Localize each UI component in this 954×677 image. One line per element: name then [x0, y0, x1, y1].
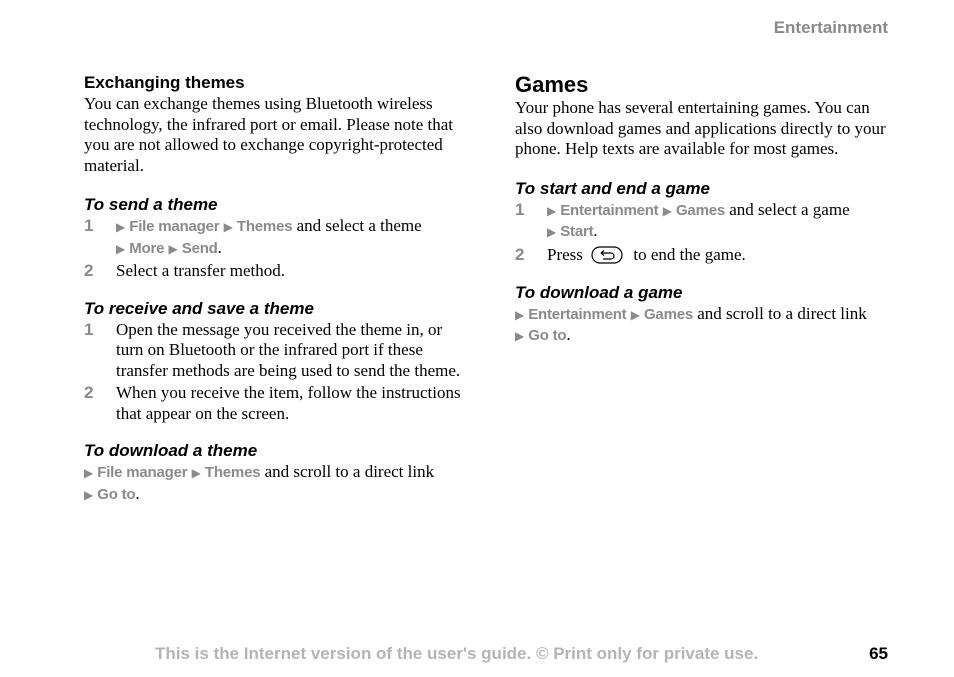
arrow-icon: ▶: [662, 203, 672, 218]
exchanging-themes-body: You can exchange themes using Bluetooth wireless technology, the infrared port or email. Please note that you are not allowed to exchange copyright-protected material.: [84, 94, 453, 175]
arrow-icon: ▶: [116, 241, 126, 256]
step-number: 2: [84, 383, 94, 402]
arrow-icon: ▶: [191, 466, 201, 480]
step-text: When you receive the item, follow the instructions that appear on the screen.: [116, 383, 461, 423]
menu-themes: Themes: [204, 464, 261, 481]
menu-entertainment: Entertainment: [560, 201, 659, 219]
step-number: 1: [84, 216, 94, 235]
receive-step-2: [84, 383, 464, 424]
games-body: Your phone has several entertaining games. You can also download games and applications directly to your phone. Help texts are available for most games.: [515, 98, 886, 158]
step-instruction: and select a theme: [296, 216, 422, 235]
instruction-text: and scroll to a direct link: [264, 462, 435, 481]
period: .: [566, 325, 571, 345]
step-text: Open the message you received the theme in, or turn on Bluetooth or the infrared port if these transfer methods are being used to send the theme.: [116, 319, 461, 380]
exchanging-themes-heading: Exchanging themes: [84, 73, 245, 92]
receive-step-1: [84, 320, 464, 382]
step-instruction: and select a game: [729, 199, 850, 219]
page-header-title: Entertainment: [773, 18, 888, 37]
download-theme-heading: To download a theme: [84, 441, 258, 460]
step-number: 2: [84, 261, 94, 280]
back-key-icon: [591, 246, 623, 264]
arrow-icon: ▶: [547, 225, 557, 239]
menu-themes: Themes: [236, 218, 293, 235]
arrow-icon: ▶: [116, 220, 126, 234]
send-step-2: [84, 261, 464, 282]
menu-more: More: [129, 239, 165, 257]
download-game-instructions: [515, 304, 895, 347]
step-number: 1: [84, 319, 94, 339]
arrow-icon: ▶: [515, 329, 525, 344]
arrow-icon: ▶: [84, 487, 94, 502]
step-number: 1: [515, 199, 525, 219]
arrow-icon: ▶: [630, 307, 640, 322]
step-text: [547, 200, 895, 243]
step-number: 2: [515, 244, 525, 264]
menu-go-to: Go to: [97, 485, 136, 503]
menu-entertainment: Entertainment: [528, 305, 627, 323]
menu-file-manager: File manager: [129, 218, 220, 235]
period: .: [593, 221, 598, 240]
startend-step-2: [515, 245, 895, 266]
period: .: [217, 237, 222, 257]
period: .: [135, 483, 140, 503]
menu-games: Games: [675, 201, 726, 219]
arrow-icon: ▶: [84, 466, 94, 480]
send-theme-heading: To send a theme: [84, 195, 218, 214]
arrow-icon: ▶: [515, 307, 525, 322]
receive-theme-heading: To receive and save a theme: [84, 298, 314, 318]
footer-note: This is the Internet version of the user's guide. © Print only for private use.: [155, 644, 759, 663]
step-text-before: Press: [547, 244, 583, 264]
menu-games: Games: [643, 305, 694, 323]
send-step-1: [84, 216, 464, 259]
startend-step-1: [515, 200, 895, 243]
arrow-icon: ▶: [223, 220, 233, 234]
left-column: [84, 72, 464, 505]
games-heading: Games: [515, 72, 589, 97]
arrow-icon: ▶: [168, 241, 178, 256]
start-end-game-heading: To start and end a game: [515, 178, 710, 198]
step-text: Select a transfer method.: [116, 261, 285, 280]
page-number: 65: [869, 644, 888, 663]
menu-go-to: Go to: [528, 327, 567, 345]
step-text: [547, 245, 895, 266]
download-theme-instructions: [84, 462, 464, 505]
download-game-heading: To download a game: [515, 282, 683, 302]
right-column: [515, 72, 895, 347]
arrow-icon: ▶: [547, 203, 557, 218]
step-text: [116, 216, 464, 259]
menu-file-manager: File manager: [97, 464, 188, 481]
step-text-after: to end the game.: [633, 244, 746, 264]
menu-start: Start: [560, 223, 594, 240]
menu-send: Send: [181, 239, 218, 257]
instruction-text: and scroll to a direct link: [697, 303, 867, 323]
